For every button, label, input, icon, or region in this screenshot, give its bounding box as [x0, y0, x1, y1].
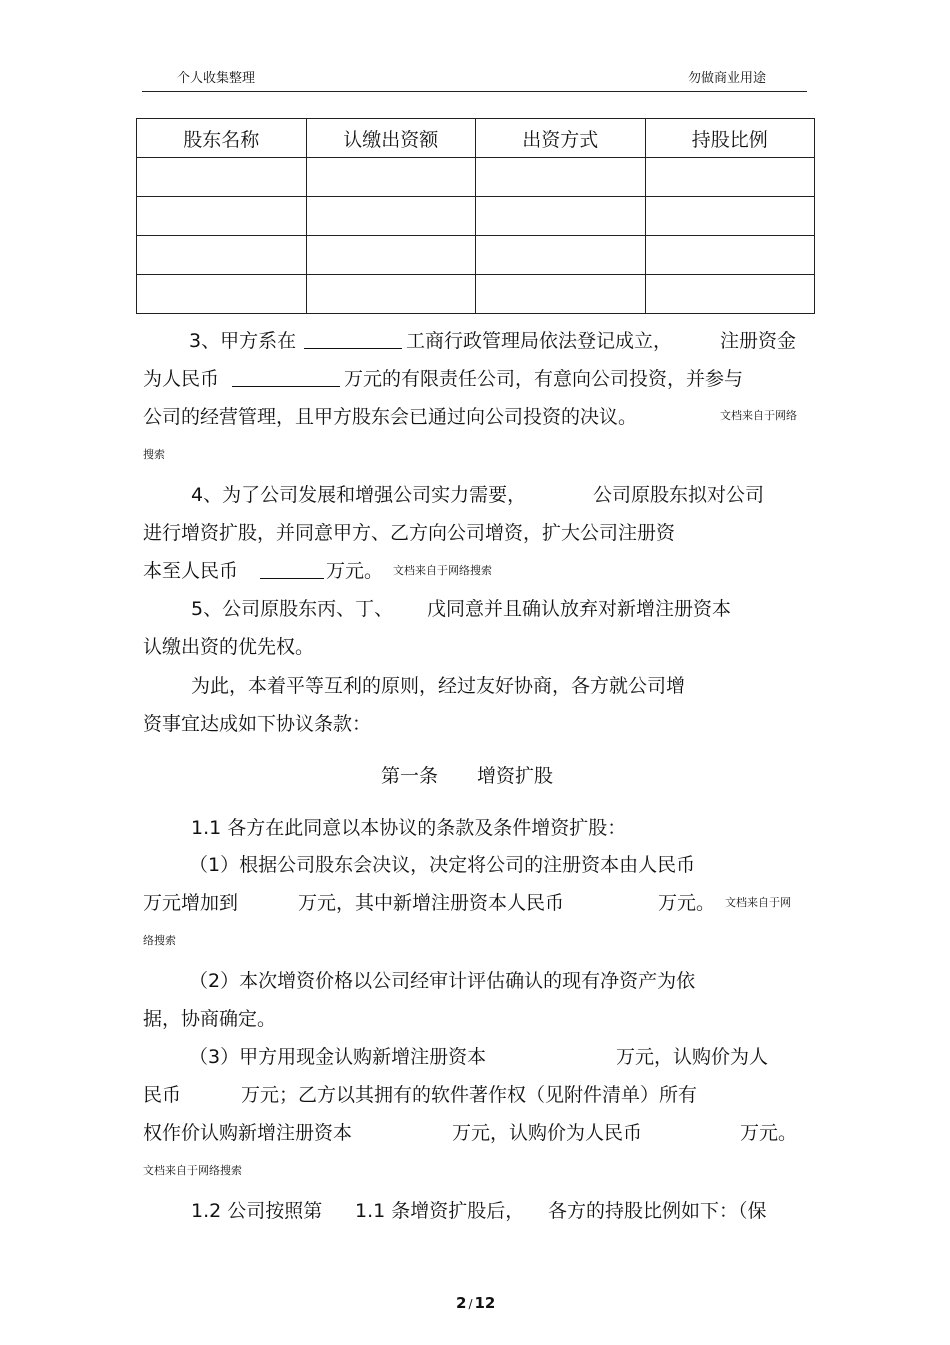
col-header-share-ratio: 持股比例 — [645, 119, 815, 158]
section-1-2-line-a: 1.2 公司按照第 — [191, 1200, 323, 1222]
page-separator: / — [468, 1297, 473, 1311]
table-row — [137, 236, 815, 275]
source-note: 文档来自于网络 — [720, 409, 797, 422]
col-header-subscribed-amount: 认缴出资额 — [306, 119, 476, 158]
fill-blank-line — [232, 368, 340, 387]
section-1-2-line-b: 1.1 条增资扩股后， — [355, 1200, 525, 1222]
section-1-2-line-c: 各方的持股比例如下：（保 — [548, 1200, 767, 1222]
shareholder-table — [136, 118, 815, 314]
clause-3-line-3: 公司的经营管理，且甲方股东会已通过向公司投资的决议。 — [143, 406, 638, 428]
table-cell — [306, 275, 476, 314]
table-cell — [645, 275, 815, 314]
table-row — [137, 158, 815, 197]
item-2-line-2: 据，协商确定。 — [143, 1008, 277, 1030]
item-3-line-3a: 权作价认购新增注册资本 — [143, 1122, 353, 1144]
clause-4-line-2: 进行增资扩股，并同意甲方、乙方向公司增资，扩大公司注册资 — [143, 522, 676, 544]
header-left-text: 个人收集整理 — [177, 71, 256, 86]
clause-5-line-1b: 戊同意并且确认放弃对新增注册资本 — [427, 598, 732, 620]
table-cell — [306, 236, 476, 275]
item-1-line-1: （1）根据公司股东会决议，决定将公司的注册资本由人民币 — [189, 854, 696, 876]
header-divider — [142, 91, 807, 92]
page-current: 2 — [456, 1294, 467, 1312]
clause-3-line-1c: 注册资金 — [720, 330, 797, 352]
section-1-1-line: 1.1 各方在此同意以本协议的条款及条件增资扩股： — [191, 817, 627, 839]
article-number: 第一条 — [381, 765, 439, 787]
page-total: 12 — [474, 1294, 496, 1312]
clause-3-line-1a: 3、甲方系在 — [189, 330, 297, 352]
clause-3-line-1b: 工商行政管理局依法登记成立， — [406, 330, 673, 352]
fill-blank-line — [304, 330, 402, 349]
source-note: 搜索 — [143, 448, 165, 461]
item-1-line-2c: 万元。 — [658, 892, 716, 914]
table-row — [137, 197, 815, 236]
item-3-line-3b: 万元，认购价为人民币 — [452, 1122, 643, 1144]
source-note: 文档来自于网络搜索 — [393, 564, 492, 577]
item-3-line-2a: 民币 — [143, 1084, 182, 1106]
table-cell — [476, 236, 646, 275]
preamble-line-1: 为此，本着平等互利的原则，经过友好协商，各方就公司增 — [191, 675, 686, 697]
item-1-line-2a: 万元增加到 — [143, 892, 239, 914]
fill-blank-line — [260, 560, 324, 579]
page-number — [456, 1294, 495, 1312]
table-cell — [306, 197, 476, 236]
col-header-contribution-method: 出资方式 — [476, 119, 646, 158]
table-cell — [306, 158, 476, 197]
source-note: 络搜索 — [143, 934, 176, 947]
table-cell — [476, 197, 646, 236]
clause-5-line-1a: 5、公司原股东丙、丁、 — [191, 598, 394, 620]
clause-4-line-1a: 4、为了公司发展和增强公司实力需要， — [191, 484, 527, 506]
item-3-line-3c: 万元。 — [740, 1122, 798, 1144]
table-cell — [645, 197, 815, 236]
table-header-row — [137, 119, 815, 158]
item-2-line-1: （2）本次增资价格以公司经审计评估确认的现有净资产为依 — [189, 970, 696, 992]
clause-5-line-2: 认缴出资的优先权。 — [143, 636, 315, 658]
clause-4-line-3b: 万元。 — [326, 560, 384, 582]
item-1-line-2b: 万元，其中新增注册资本人民币 — [298, 892, 565, 914]
source-note: 文档来自于网络搜索 — [143, 1164, 242, 1177]
header-right-text: 勿做商业用途 — [688, 71, 767, 86]
table-cell — [137, 197, 307, 236]
table-cell — [476, 158, 646, 197]
item-3-line-1b: 万元，认购价为人 — [616, 1046, 769, 1068]
table-cell — [137, 158, 307, 197]
preamble-line-2: 资事宜达成如下协议条款： — [143, 713, 372, 735]
col-header-shareholder: 股东名称 — [137, 119, 307, 158]
table-cell — [645, 236, 815, 275]
table-cell — [645, 158, 815, 197]
table-cell — [476, 275, 646, 314]
clause-4-line-1b: 公司原股东拟对公司 — [593, 484, 765, 506]
clause-3-line-2b: 万元的有限责任公司，有意向公司投资，并参与 — [344, 368, 744, 390]
clause-4-line-3a: 本至人民币 — [143, 560, 239, 582]
article-title: 增资扩股 — [477, 765, 554, 787]
item-3-line-1a: （3）甲方用现金认购新增注册资本 — [189, 1046, 487, 1068]
source-note: 文档来自于网 — [725, 896, 791, 909]
table-cell — [137, 236, 307, 275]
item-3-line-2b: 万元；乙方以其拥有的软件著作权（见附件清单）所有 — [241, 1084, 698, 1106]
clause-3-line-2a: 为人民币 — [143, 368, 220, 390]
table-row — [137, 275, 815, 314]
table-cell — [137, 275, 307, 314]
